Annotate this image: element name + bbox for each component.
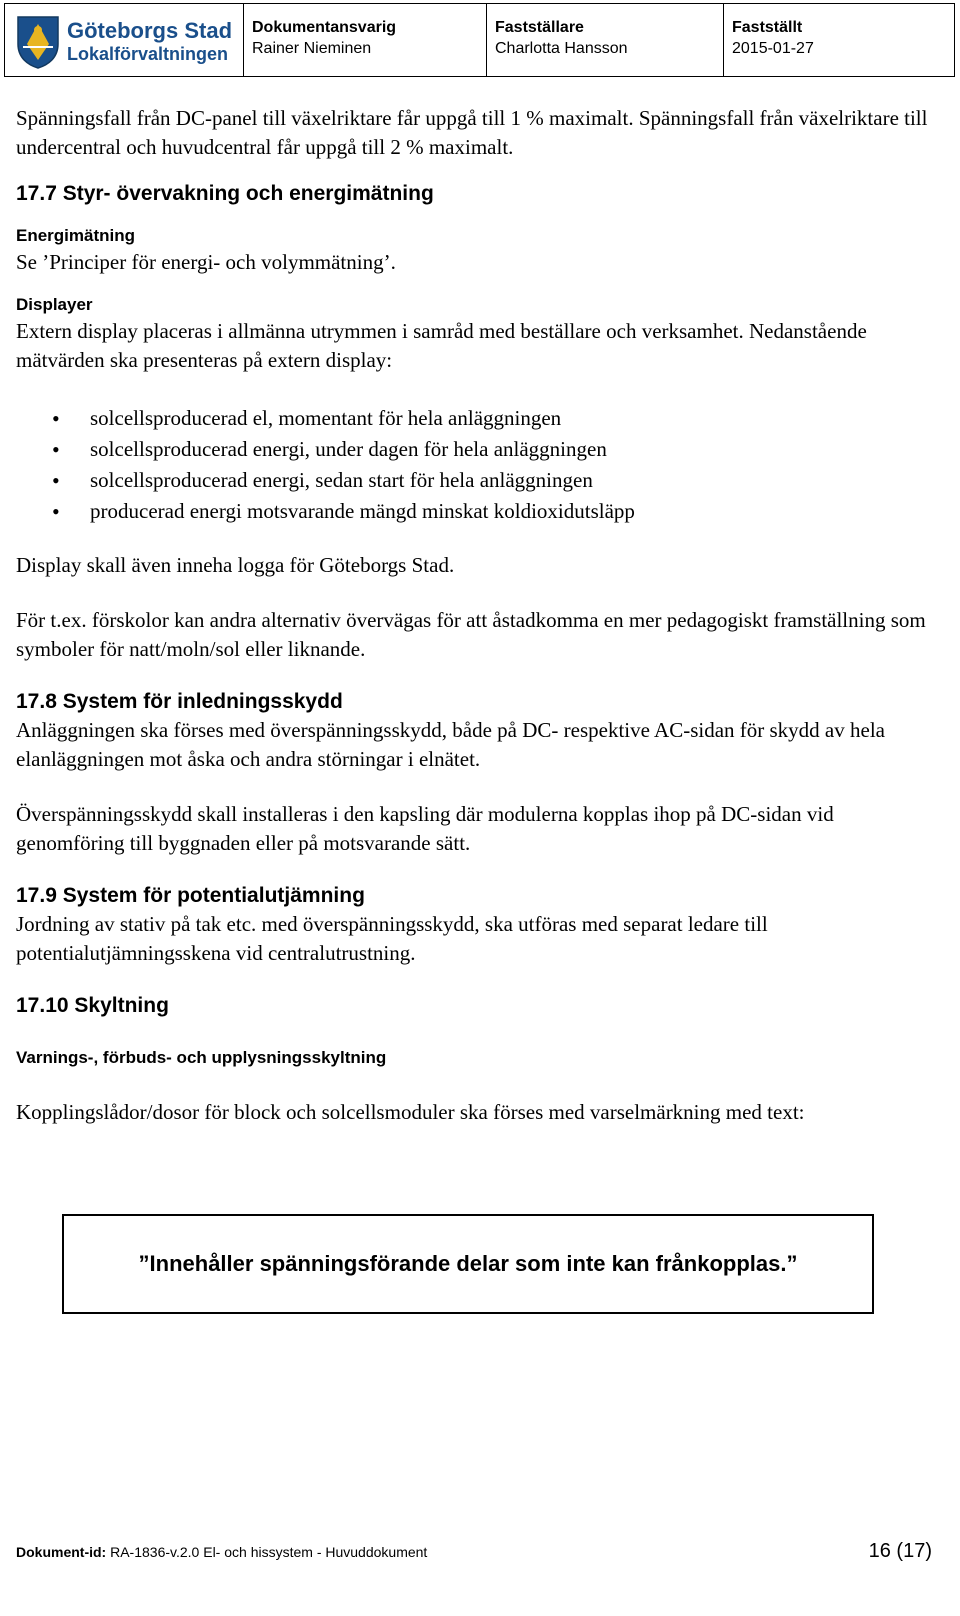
header-label: Fastställt (732, 19, 803, 36)
document-id (16, 1544, 427, 1560)
section-heading-17-8: 17.8 System för inledningsskydd (16, 690, 343, 713)
logo-cell (5, 4, 244, 76)
paragraph-logo: Display skall även inneha logga för Göteborgs Stad. (16, 553, 455, 577)
list-item: • producerad energi motsvarande mängd minskat koldioxidutsläpp (52, 496, 941, 527)
list-item: • solcellsproducerad energi, sedan start för hela anläggningen (52, 465, 941, 496)
logo-wordmark (67, 19, 232, 65)
paragraph-forskolor: För t.ex. förskolor kan andra alternativ övervägas för att åstadkomma en mer pedagogiskt framställning som symboler för natt/moln/sol eller liknande. (16, 608, 926, 661)
header-value: Rainer Nieminen (252, 40, 372, 57)
document-id-label: Dokument-id: (16, 1544, 107, 1560)
paragraph-displayer: Extern display placeras i allmänna utrymmen i samråd med beställare och verksamhet. Nedanstående mätvärden ska presenteras på extern display: (16, 319, 867, 372)
paragraph-energimatning: Se ’Principer för energi- och volymmätning’. (16, 250, 396, 274)
paragraph-skyltning: Kopplingslådor/dosor för block och solcellsmoduler ska förses med varselmärkning med text: (16, 1100, 805, 1124)
measurement-list (16, 403, 941, 527)
subheading-energimatning: Energimätning (16, 226, 136, 245)
goteborg-crest-icon (15, 14, 61, 70)
section-heading-17-7: 17.7 Styr- övervakning och energimätning (16, 182, 434, 205)
subheading-displayer: Displayer (16, 295, 93, 314)
page-number: 16 (17) (868, 1540, 932, 1562)
document-id-value: RA-1836-v.2.0 El- och hissystem - Huvuddokument (110, 1544, 428, 1560)
header-cell-responsible (244, 4, 487, 76)
section-heading-17-9: 17.9 System för potentialutjämning (16, 884, 365, 907)
document-footer (16, 1540, 932, 1563)
intro-paragraph: Spänningsfall från DC-panel till växelriktare får uppgå till 1 % maximalt. Spänningsfall från växelriktare till undercentral och huvudcentral får uppgå till 2 % maximalt. (16, 106, 928, 159)
logo-subtitle: Lokalförvaltningen (67, 44, 229, 64)
list-item: • solcellsproducerad energi, under dagen för hela anläggningen (52, 434, 941, 465)
warning-text-box (62, 1214, 874, 1314)
subheading-skyltning: Varnings-, förbuds- och upplysningsskyltning (16, 1048, 387, 1067)
warning-text: ”Innehåller spänningsförande delar som inte kan frånkopplas.” (138, 1251, 798, 1276)
header-value: 2015-01-27 (732, 40, 814, 57)
paragraph-inledningsskydd-1: Anläggningen ska förses med överspänningsskydd, både på DC- respektive AC-sidan för skydd av hela elanläggningen mot åska och andra störningar i elnätet. (16, 718, 885, 771)
paragraph-potentialutjamning: Jordning av stativ på tak etc. med överspänningsskydd, ska utföras med separat ledare till potentialutjämningsskena vid centralutrustning. (16, 912, 768, 965)
header-cell-date (724, 4, 954, 76)
document-header (4, 3, 955, 77)
header-value: Charlotta Hansson (495, 40, 628, 57)
section-heading-17-10: 17.10 Skyltning (16, 994, 169, 1017)
paragraph-inledningsskydd-2: Överspänningsskydd skall installeras i den kapsling där modulerna kopplas ihop på DC-sidan vid genomföring till byggnaden eller på motsvarande sätt. (16, 802, 834, 855)
logo-title: Göteborgs Stad (67, 18, 233, 43)
header-cell-approver (487, 4, 724, 76)
document-body (16, 104, 941, 1127)
header-label: Dokumentansvarig (252, 19, 397, 36)
header-label: Fastställare (495, 19, 584, 36)
list-item: • solcellsproducerad el, momentant för hela anläggningen (52, 403, 941, 434)
